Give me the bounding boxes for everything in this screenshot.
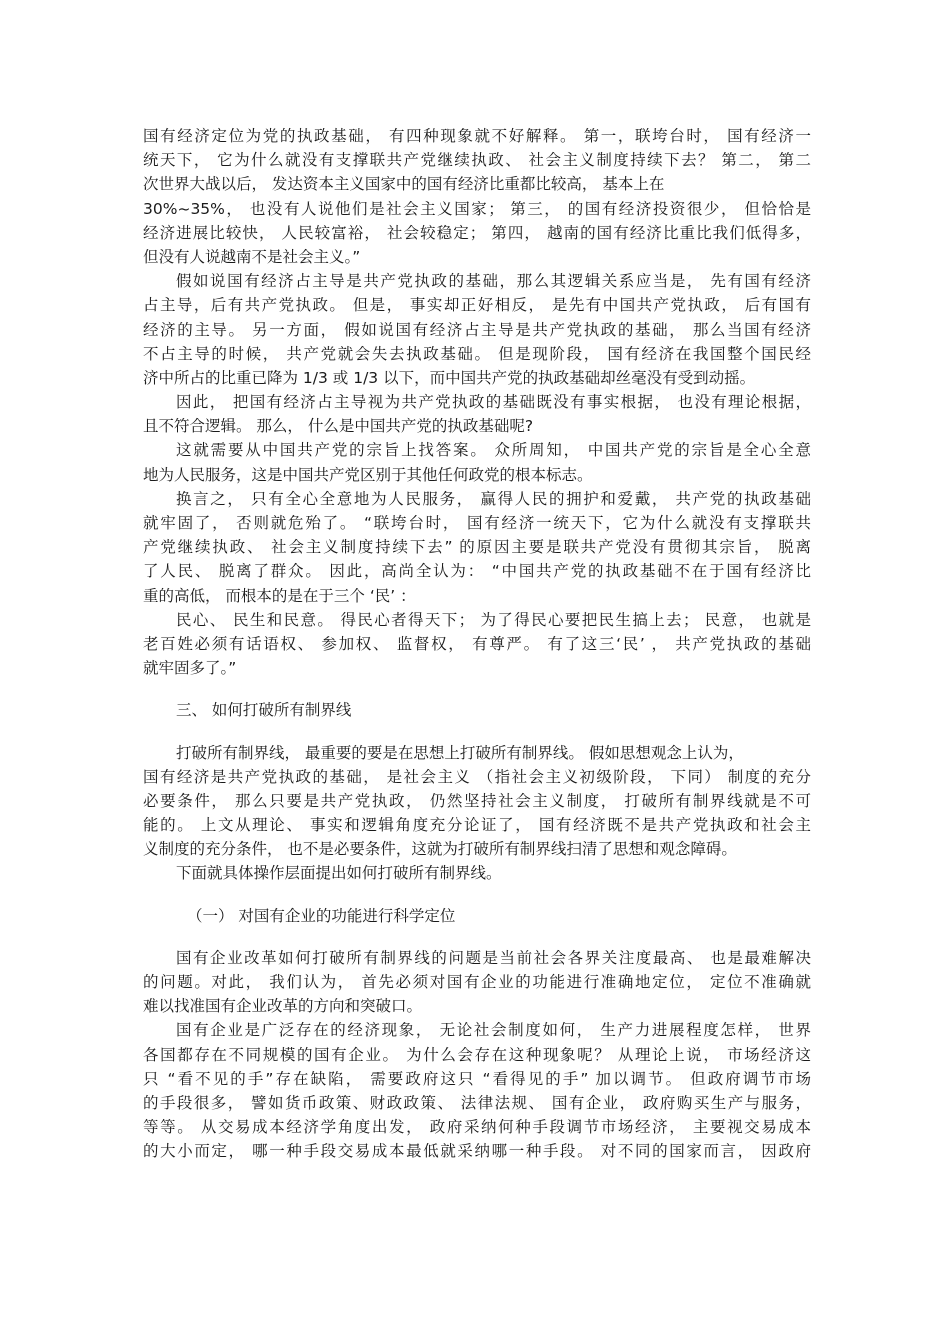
text-line: 济中所占的比重已降为 1/3 或 1/3 以下，而中国共产党的执政基础却丝毫没有受到动摇。 [143, 368, 756, 387]
paragraph [143, 269, 811, 390]
text-line: 就牢固多了。” [143, 659, 237, 678]
text-line: 老百姓必须有话语权、 参加权、 监督权， 有尊严。 有了这三‘民’ ， 共产党执政的基础 [143, 634, 811, 653]
text-line: 就牢固了， 否则就危殆了。 “联垮台时， 国有经济一统天下，它为什么就没有支撑联共 [143, 514, 811, 532]
text-line: 且不符合逻辑。 那么， 什么是中国共产党的执政基础呢? [143, 417, 534, 436]
text-line: 打破所有制界线， 最重要的要是在思想上打破所有制界线。 假如思想观念上认为， [176, 743, 744, 762]
text-line: 了人民、 脱离了群众。 因此，高尚全认为： “中国共产党的执政基础不在于国有经济比 [143, 562, 811, 581]
spacer [143, 928, 811, 946]
text-line: 等等。 从交易成本经济学角度出发， 政府采纳何种手段调节市场经济， 主要视交易成本 [143, 1118, 811, 1137]
text-line: 不占主导的时候， 共产党就会失去执政基础。 但是现阶段， 国有经济在我国整个国民经 [143, 344, 811, 363]
paragraph [143, 608, 811, 681]
paragraph [143, 1018, 811, 1163]
text-line: 国有企业改革如何打破所有制界线的问题是当前社会各界关注度最高、 也是最难解决 [176, 948, 811, 967]
text-line: 统天下， 它为什么就没有支撑联共产党继续执政、 社会主义制度持续下去？ 第二， 第二 [143, 151, 811, 170]
text-line: 但没有人说越南不是社会主义。” [143, 247, 361, 266]
text-line: 产党继续执政、 社会主义制度持续下去” 的原因主要是联共产党没有贯彻其宗旨， 脱离 [143, 538, 811, 557]
text-line: 能的。 上文从理论、 事实和逻辑角度充分论证了， 国有经济既不是共产党执政和社会主 [143, 816, 811, 835]
text-line: 重的高低， 而根本的是在于三个 ‘民’ ： [143, 586, 416, 605]
text-line: 难以找准国有企业改革的方向和突破口。 [143, 997, 423, 1016]
spacer [143, 680, 811, 698]
paragraph [143, 946, 811, 1019]
text-line: 占主导，后有共产党执政。 但是， 事实却正好相反， 是先有中国共产党执政， 后有国有 [143, 296, 811, 315]
text-line: 30%~35%， 也没有人说他们是社会主义国家； 第三， 的国有经济投资很少， 但恰恰是 [143, 199, 811, 218]
text-line: 只 “看不见的手”存在缺陷， 需要政府这只 “看得见的手” 加以调节。 但政府调节市场 [143, 1069, 811, 1088]
text-line: 国有经济是共产党执政的基础， 是社会主义 （指社会主义初级阶段， 下同） 制度的充分 [143, 767, 811, 786]
text-line: 的手段很多， 譬如货币政策、财政政策、 法律法规、 国有企业， 政府购买生产与服务， [143, 1093, 811, 1112]
text-line: 经济的主导。 另一方面， 假如说国有经济占主导是共产党执政的基础， 那么当国有经济 [143, 320, 811, 339]
text-line: 地为人民服务，这是中国共产党区别于其他任何政党的根本标志。 [143, 465, 593, 484]
text-line: 国有经济定位为党的执政基础， 有四种现象就不好解释。 第一，联垮台时， 国有经济一 [143, 127, 811, 145]
text-line: 各国都存在不同规模的国有企业。 为什么会存在这种现象呢？ 从理论上说， 市场经济这 [143, 1045, 811, 1064]
text-line: 假如说国有经济占主导是共产党执政的基础，那么其逻辑关系应当是， 先有国有经济 [176, 272, 811, 291]
text-line: 这就需要从中国共产党的宗旨上找答案。 众所周知， 中国共产党的宗旨是全心全意 [176, 441, 811, 460]
paragraph [143, 124, 811, 269]
paragraph [143, 390, 811, 438]
document-page [143, 124, 811, 1164]
paragraph [143, 487, 811, 608]
text-line: 因此， 把国有经济占主导视为共产党执政的基础既没有事实根据， 也没有理论根据， [176, 393, 811, 412]
text-line: 必要条件， 那么只要是共产党执政， 仍然坚持社会主义制度， 打破所有制界线就是不可 [143, 791, 811, 810]
section-heading: 三、 如何打破所有制界线 [176, 701, 352, 720]
subsection-heading: （一） 对国有企业的功能进行科学定位 [187, 906, 456, 925]
text-line: 民心、 民生和民意。 得民心者得天下； 为了得民心要把民生搞上去； 民意， 也就是 [176, 610, 811, 629]
text-line: 下面就具体操作层面提出如何打破所有制界线。 [176, 864, 502, 883]
paragraph [143, 861, 811, 885]
text-line: 次世界大战以后， 发达资本主义国家中的国有经济比重都比较高， 基本上在 [143, 175, 665, 194]
paragraph [143, 741, 811, 862]
text-line: 的问题。对此， 我们认为， 首先必须对国有企业的功能进行准确地定位， 定位不准确就 [143, 973, 811, 991]
text-line: 义制度的充分条件， 也不是必要条件，这就为打破所有制界线扫清了思想和观念障碍。 [143, 840, 737, 859]
spacer [143, 723, 811, 741]
paragraph [143, 438, 811, 486]
text-line: 国有企业是广泛存在的经济现象， 无论社会制度如何， 生产力进展程度怎样， 世界 [176, 1021, 811, 1040]
spacer [143, 886, 811, 904]
text-line: 的大小而定， 哪一种手段交易成本最低就采纳哪一种手段。 对不同的国家而言， 因政府 [143, 1142, 811, 1161]
text-line: 换言之， 只有全心全意地为人民服务， 赢得人民的拥护和爱戴， 共产党的执政基础 [176, 489, 811, 508]
text-line: 经济进展比较快， 人民较富裕， 社会较稳定； 第四， 越南的国有经济比重比我们低得多， [143, 223, 811, 242]
